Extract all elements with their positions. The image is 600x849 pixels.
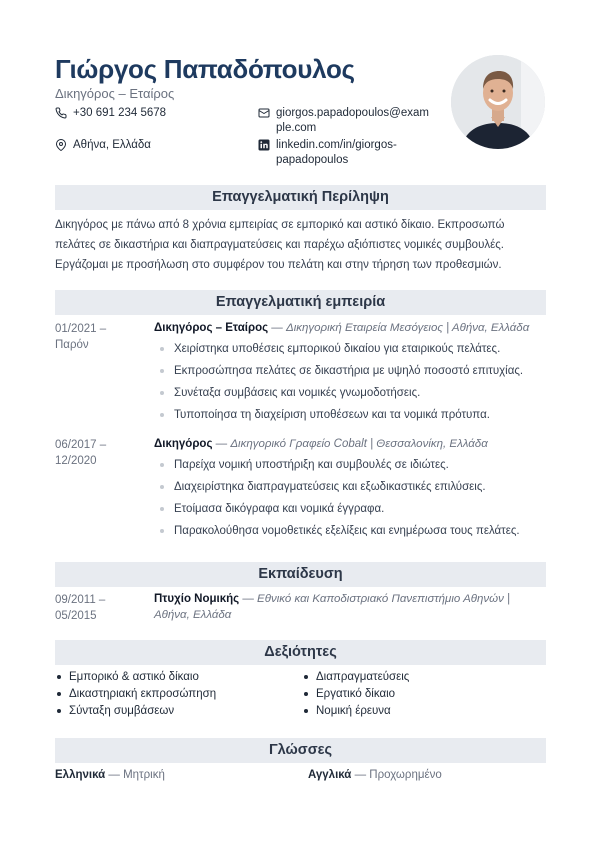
skill-item: Εμπορικό & αστικό δίκαιο <box>55 670 216 687</box>
language-name: Αγγλικά <box>308 769 352 781</box>
date-start: 09/2011 – <box>55 594 106 606</box>
linkedin-text-line2: papadopoulos <box>276 154 349 166</box>
job-title: Δικηγόρος <box>154 438 213 450</box>
section-education-heading: Εκπαίδευση <box>55 562 546 587</box>
summary-line: Δικηγόρος με πάνω από 8 χρόνια εμπειρίας σε εμπορικό και αστικό δίκαιο. Εκπροσωπώ <box>55 219 505 231</box>
date-end: Παρόν <box>55 339 89 351</box>
date-start: 06/2017 – <box>55 439 107 451</box>
mail-icon <box>258 107 270 119</box>
linkedin-icon <box>258 139 270 151</box>
list-item: Ετοίμασα δικόγραφα και νομικά έγγραφα. <box>160 501 520 523</box>
list-item: Παρακολούθησα νομοθετικές εξελίξεις και ενημέρωσα τους πελάτες. <box>160 523 520 545</box>
phone-icon <box>55 107 67 119</box>
summary-line: Εργάζομαι με προσήλωση στο συμφέρον του πελάτη και στην τήρηση των προθεσμιών. <box>55 259 502 271</box>
skill-item: Νομική έρευνα <box>302 704 409 721</box>
job-dates <box>55 437 106 469</box>
profile-photo <box>451 55 545 149</box>
list-item: Παρείχα νομική υποστήριξη και συμβουλές σε ιδιώτες. <box>160 457 520 479</box>
job-heading <box>154 320 529 336</box>
separator: — <box>239 593 258 605</box>
contact-phone <box>55 106 166 121</box>
school-line1: Εθνικό και Καποδιστριακό Πανεπιστήμιο Αθηνών | <box>257 593 511 605</box>
separator: — <box>212 438 231 450</box>
skills-list-left <box>55 670 216 721</box>
education-heading <box>154 591 546 623</box>
list-item: Συνέταξα συμβάσεις και νομικές γνωμοδοτήσεις. <box>160 385 523 407</box>
list-item: Χειρίστηκα υποθέσεις εμπορικού δικαίου για εταιρικούς πελάτες. <box>160 341 523 363</box>
date-end: 05/2015 <box>55 610 97 622</box>
section-skills-heading: Δεξιότητες <box>55 640 546 665</box>
section-experience-heading: Επαγγελματική εμπειρία <box>55 290 546 315</box>
contact-location <box>55 138 151 153</box>
contact-email <box>258 106 429 136</box>
separator: — <box>105 769 124 781</box>
school-line2: Αθήνα, Ελλάδα <box>154 609 232 621</box>
section-languages-heading: Γλώσσες <box>55 738 546 763</box>
job-heading <box>154 436 488 452</box>
job-org: Δικηγορική Εταιρεία Μεσόγειος | Αθήνα, Ελλάδα <box>285 322 530 334</box>
email-text-line2: ple.com <box>276 122 317 134</box>
skill-item: Εργατικό δίκαιο <box>302 687 409 704</box>
language-name: Ελληνικά <box>55 769 106 781</box>
education-dates <box>55 592 105 624</box>
skills-list-right <box>302 670 409 721</box>
location-pin-icon <box>55 139 67 151</box>
separator: — <box>268 322 286 334</box>
job-org: Δικηγορικό Γραφείο Cobalt | Θεσσαλονίκη, Ελλάδα <box>230 438 488 450</box>
email-text-line1: giorgos.papadopoulos@exam <box>276 107 429 119</box>
date-end: 12/2020 <box>55 455 97 467</box>
job-bullets <box>160 341 523 429</box>
candidate-name: Γιώργος Παπαδόπουλος <box>55 54 355 84</box>
linkedin-text-line1: linkedin.com/in/giorgos- <box>276 139 397 151</box>
job-dates <box>55 321 106 353</box>
date-start: 01/2021 – <box>55 323 107 335</box>
list-item: Διαχειρίστηκα διαπραγματεύσεις και εξωδικαστικές επιλύσεις. <box>160 479 520 501</box>
list-item: Τυποποίησα τη διαχείριση υποθέσεων και τα νομικά πρότυπα. <box>160 407 523 429</box>
job-bullets <box>160 457 520 545</box>
skill-item: Διαπραγματεύσεις <box>302 670 409 687</box>
candidate-role: Δικηγόρος – Εταίρος <box>55 86 175 101</box>
location-text: Αθήνα, Ελλάδα <box>73 139 151 151</box>
separator: — <box>351 769 370 781</box>
language-item <box>55 769 165 781</box>
skill-item: Δικαστηριακή εκπροσώπηση <box>55 687 216 704</box>
job-title: Δικηγόρος – Εταίρος <box>154 322 269 334</box>
language-level: Προχωρημένο <box>369 769 442 781</box>
language-level: Μητρική <box>123 769 165 781</box>
contact-linkedin <box>258 138 397 168</box>
degree: Πτυχίο Νομικής <box>154 593 240 605</box>
skill-item: Σύνταξη συμβάσεων <box>55 704 216 721</box>
summary-line: πελάτες σε δικαστήρια και διαπραγματεύσεις και παρέχω αξιόπιστες νομικές συμβουλές. <box>55 239 504 251</box>
phone-text: +30 691 234 5678 <box>73 107 167 119</box>
section-summary-heading: Επαγγελματική Περίληψη <box>55 185 546 210</box>
language-item <box>308 769 442 781</box>
list-item: Εκπροσώπησα πελάτες σε δικαστήρια με υψηλό ποσοστό επιτυχίας. <box>160 363 523 385</box>
summary-text <box>55 215 546 275</box>
